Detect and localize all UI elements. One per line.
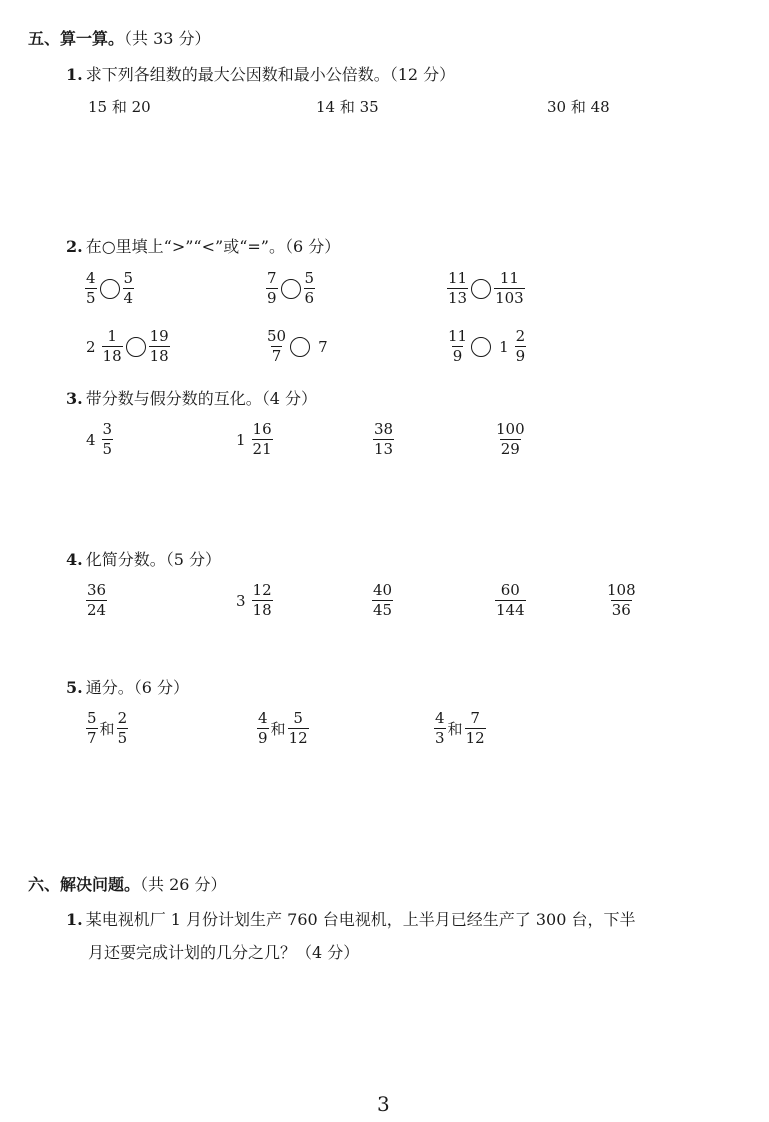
fraction [85, 270, 97, 307]
fraction [102, 421, 114, 458]
q1-item-3: 30 和 48 [547, 98, 610, 116]
fraction [102, 328, 123, 365]
fraction [447, 270, 468, 307]
fraction [252, 421, 273, 458]
numerator: 108 [607, 581, 636, 599]
denominator: 18 [252, 601, 272, 619]
q3-item-1 [86, 421, 114, 458]
s6-q1-text-line1: 某电视机厂 1 月份计划生产 760 台电视机，上半月已经生产了 300 台，下半 [85, 910, 636, 929]
denominator: 29 [500, 440, 520, 458]
q5-prompt [66, 675, 189, 698]
numerator: 100 [496, 420, 525, 438]
section5-title [28, 26, 211, 49]
q4-item-1 [85, 582, 108, 619]
denominator: 3 [435, 729, 445, 747]
denominator: 4 [123, 289, 134, 307]
q5-item-3 [433, 710, 487, 747]
fraction [494, 270, 525, 307]
numerator: 11 [499, 269, 519, 287]
numerator: 50 [267, 327, 287, 345]
numerator: 4 [435, 709, 445, 727]
q4-item-3 [371, 582, 394, 619]
q5-item-2 [256, 710, 310, 747]
fraction [373, 421, 394, 458]
q1-item-1: 15 和 20 [88, 98, 151, 116]
fraction [86, 582, 107, 619]
q2-text: 在○里填上“>”“<”或“=”。（6 分） [85, 237, 341, 256]
answer-circle[interactable] [471, 337, 491, 357]
fraction [495, 582, 526, 619]
whole-number: 1 [499, 337, 509, 356]
denominator: 9 [258, 729, 268, 747]
numerator: 3 [102, 420, 113, 438]
q3-item-4 [494, 421, 527, 458]
fraction [606, 582, 637, 619]
q2-item-5 [265, 328, 328, 365]
answer-circle[interactable] [290, 337, 310, 357]
fraction [266, 328, 287, 365]
denominator: 5 [102, 440, 113, 458]
q1-number: 1. [66, 65, 83, 84]
denominator: 24 [87, 601, 107, 619]
fraction [288, 710, 309, 747]
q2-item-3 [446, 270, 526, 307]
q5-item-1 [85, 710, 129, 747]
denominator: 5 [86, 289, 96, 307]
denominator: 12 [288, 729, 308, 747]
connector-word: 和 [270, 720, 286, 738]
numerator: 38 [374, 420, 394, 438]
q2-item-2 [265, 270, 316, 307]
q2-item-6 [446, 328, 527, 365]
denominator: 7 [271, 347, 282, 365]
q3-item-2 [236, 421, 274, 458]
q4-text: 化简分数。（5 分） [85, 550, 221, 569]
denominator: 45 [373, 601, 393, 619]
q2-number: 2. [66, 237, 83, 256]
numerator: 2 [117, 709, 128, 727]
denominator: 12 [465, 729, 485, 747]
numerator: 5 [87, 709, 97, 727]
numerator: 36 [87, 581, 107, 599]
numerator: 40 [373, 581, 393, 599]
fraction [372, 582, 393, 619]
connector-word: 和 [447, 720, 463, 738]
q2-item-4 [86, 328, 171, 365]
section5-title-text: 五、算一算。 [28, 29, 125, 48]
q2-prompt [66, 234, 340, 257]
denominator: 18 [149, 347, 169, 365]
numerator: 11 [448, 269, 468, 287]
q4-prompt [66, 547, 221, 570]
q1-text: 求下列各组数的最大公因数和最小公倍数。（12 分） [85, 65, 456, 84]
section6-title-text: 六、解决问题。 [28, 875, 141, 894]
section6-title [28, 872, 227, 895]
denominator: 103 [495, 289, 524, 307]
answer-circle[interactable] [126, 337, 146, 357]
fraction [257, 710, 269, 747]
q3-text: 带分数与假分数的互化。（4 分） [85, 389, 317, 408]
numerator: 60 [500, 581, 520, 599]
q5-text: 通分。（6 分） [85, 678, 189, 697]
fraction [149, 328, 170, 365]
fraction [465, 710, 486, 747]
denominator: 5 [117, 729, 128, 747]
denominator: 13 [448, 289, 468, 307]
s6-q1-number: 1. [66, 910, 83, 929]
fraction [434, 710, 446, 747]
denominator: 13 [374, 440, 394, 458]
whole-number: 7 [318, 337, 328, 356]
numerator: 19 [149, 327, 169, 345]
q3-item-3 [372, 421, 395, 458]
q3-number: 3. [66, 389, 83, 408]
numerator: 7 [267, 269, 277, 287]
q4-number: 4. [66, 550, 83, 569]
denominator: 144 [496, 601, 525, 619]
fraction [117, 710, 129, 747]
whole-number: 3 [236, 591, 246, 610]
numerator: 7 [470, 709, 480, 727]
numerator: 2 [515, 327, 526, 345]
q5-number: 5. [66, 678, 83, 697]
denominator: 6 [304, 289, 315, 307]
answer-circle[interactable] [471, 279, 491, 299]
q4-item-4 [494, 582, 527, 619]
denominator: 9 [515, 347, 526, 365]
numerator: 5 [293, 709, 303, 727]
fraction [86, 710, 98, 747]
fraction [447, 328, 468, 365]
numerator: 16 [252, 420, 272, 438]
fraction [252, 582, 273, 619]
fraction [495, 421, 526, 458]
denominator: 21 [252, 440, 272, 458]
fraction [304, 270, 316, 307]
q2-item-1 [84, 270, 135, 307]
answer-circle[interactable] [100, 279, 120, 299]
numerator: 5 [304, 269, 315, 287]
fraction [123, 270, 135, 307]
numerator: 11 [448, 327, 468, 345]
numerator: 5 [123, 269, 134, 287]
whole-number: 1 [236, 430, 246, 449]
numerator: 12 [252, 581, 272, 599]
denominator: 9 [267, 289, 277, 307]
whole-number: 4 [86, 430, 96, 449]
page-number: 3 [377, 1092, 390, 1116]
denominator: 36 [611, 601, 631, 619]
denominator: 7 [87, 729, 97, 747]
s6-q1-line2: 月还要完成计划的几分之几？（4 分） [88, 943, 360, 962]
s6-q1-line1 [66, 907, 635, 930]
q1-item-2: 14 和 35 [316, 98, 379, 116]
q4-item-5 [605, 582, 638, 619]
answer-circle[interactable] [281, 279, 301, 299]
numerator: 1 [107, 327, 117, 345]
q4-item-2 [236, 582, 274, 619]
denominator: 9 [452, 347, 463, 365]
fraction [515, 328, 527, 365]
section6-points: （共 26 分） [140, 875, 227, 894]
fraction [266, 270, 278, 307]
numerator: 4 [258, 709, 268, 727]
whole-number: 2 [86, 337, 96, 356]
q3-prompt [66, 386, 317, 409]
numerator: 4 [86, 269, 96, 287]
denominator: 18 [102, 347, 122, 365]
q1-prompt [66, 62, 455, 85]
connector-word: 和 [99, 720, 115, 738]
section5-points: （共 33 分） [124, 29, 211, 48]
